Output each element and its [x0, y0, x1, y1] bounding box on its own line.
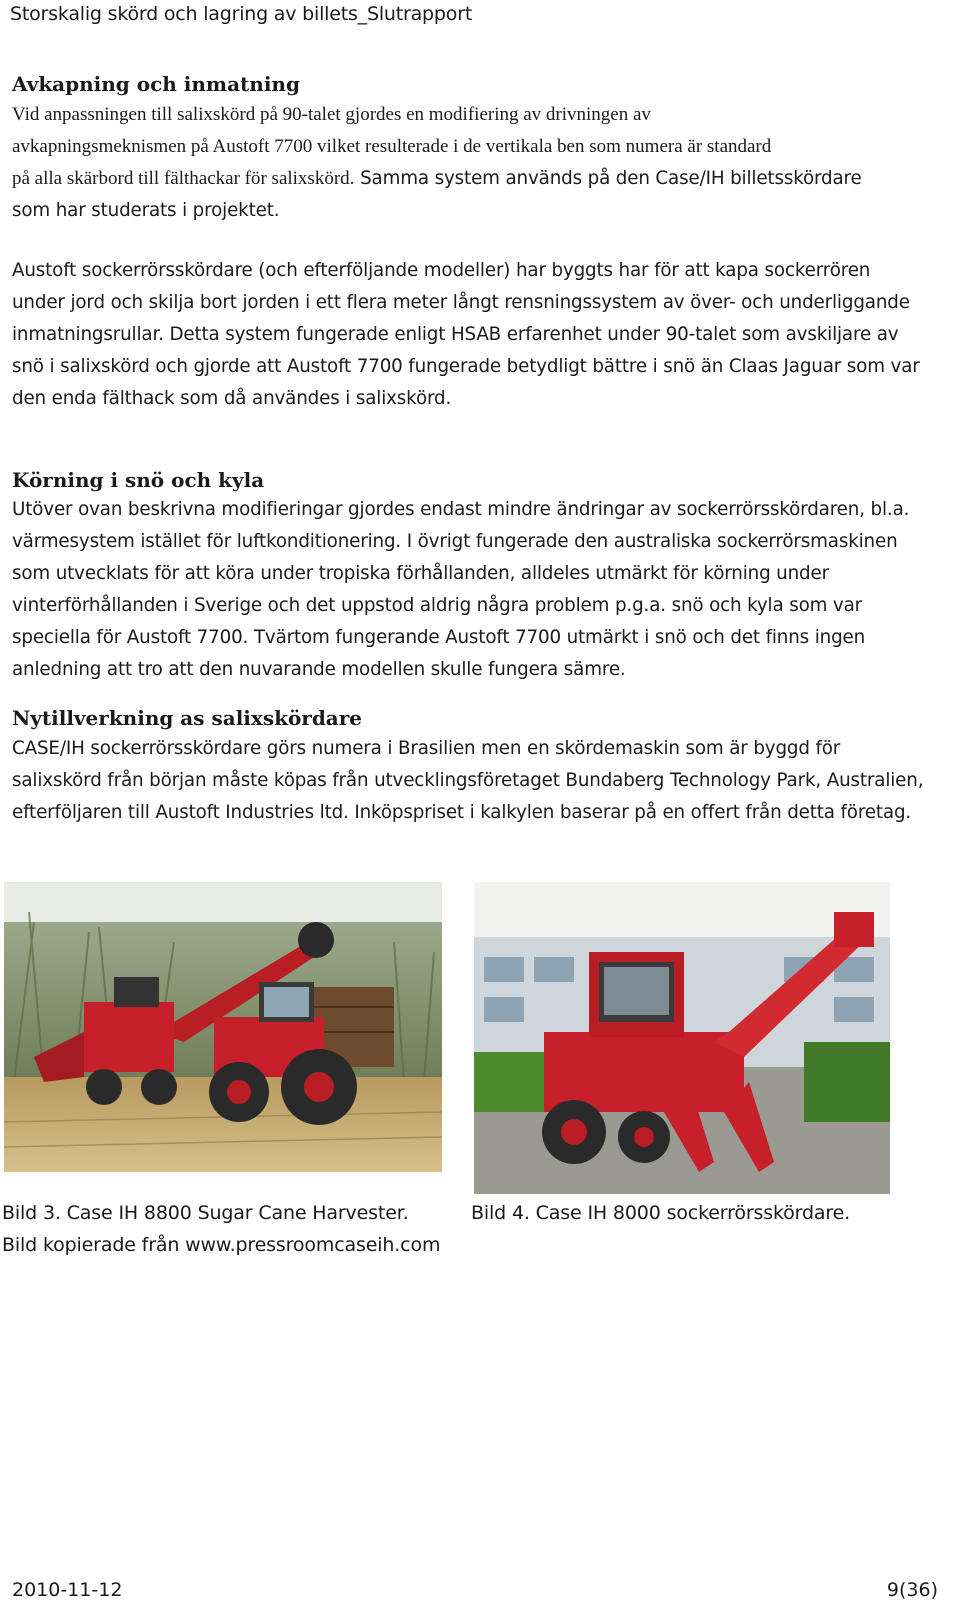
text-line: under jord och skilja bort jorden i ett flera meter långt rensningssystem av över- och underliggande: [12, 292, 910, 313]
paragraph-avkapning-2: [12, 255, 957, 415]
caption-line: Bild 3. Case IH 8800 Sugar Cane Harvester.: [2, 1202, 409, 1224]
footer-date: 2010-11-12: [12, 1579, 123, 1601]
text-line: [12, 163, 957, 195]
text-line: vinterförhållanden i Sverige och det uppstod aldrig några problem p.g.a. snö och kyla som var: [12, 595, 863, 616]
text-line: salixskörd från början måste köpas från utvecklingsföretaget Bundaberg Technology Park, Australien,: [12, 770, 924, 791]
section-heading-korning: Körning i snö och kyla: [12, 468, 265, 492]
photo-case-ih-8000: [474, 882, 890, 1194]
text-line: Austoft sockerrörsskördare (och efterföljande modeller) har byggts har för att kapa sockerrören: [12, 260, 871, 281]
paragraph-nytillverkning: [12, 733, 957, 829]
text-line: den enda fälthack som då användes i salixskörd.: [12, 388, 452, 409]
text-line: som har studerats i projektet.: [12, 200, 280, 221]
text-line: CASE/IH sockerrörsskördare görs numera i Brasilien men en skördemaskin som är byggd för: [12, 738, 841, 759]
paragraph-korning: [12, 494, 957, 686]
text-line: värmesystem istället för luftkonditionering. I övrigt fungerade den australiska sockerrörsmaskinen: [12, 531, 898, 552]
text-line: Vid anpassningen till salixskörd på 90-talet gjordes en modifiering av drivningen av: [12, 104, 651, 125]
text-fragment: på alla skärbord till fälthackar för salixskörd.: [12, 168, 355, 189]
text-line: Utöver ovan beskrivna modifieringar gjordes endast mindre ändringar av sockerrörsskördaren, bl.a.: [12, 499, 910, 520]
text-line: avkapningsmeknismen på Austoft 7700 vilket resulterade i de vertikala ben som numera är standard: [12, 136, 772, 157]
figure-3-caption: [2, 1197, 440, 1261]
text-line: anledning att tro att den nuvarande modellen skulle fungera sämre.: [12, 659, 626, 680]
caption-line: Bild 4. Case IH 8000 sockerrörsskördare.: [471, 1202, 851, 1224]
caption-line: Bild kopierade från www.pressroomcaseih.com: [2, 1234, 441, 1256]
section-heading-avkapning: Avkapning och inmatning: [12, 72, 300, 96]
figure-4-caption: [471, 1197, 850, 1229]
text-line: inmatningsrullar. Detta system fungerade enligt HSAB erfarenhet under 90-talet som avskiljare av: [12, 324, 899, 345]
paragraph-avkapning-1: [12, 99, 957, 227]
text-line: snö i salixskörd och gjorde att Austoft 7700 fungerade betydligt bättre i snö än Claas Jaguar som var: [12, 356, 920, 377]
text-line: efterföljaren till Austoft Industries ltd. Inköpspriset i kalkylen baserar på en offert från detta företag.: [12, 802, 912, 823]
section-heading-nytillverkning: Nytillverkning as salixskördare: [12, 706, 363, 730]
document-header: Storskalig skörd och lagring av billets_Slutrapport: [10, 3, 473, 25]
text-line: speciella för Austoft 7700. Tvärtom fungerande Austoft 7700 utmärkt i snö och det finns ingen: [12, 627, 866, 648]
photo-case-ih-8800: [4, 882, 442, 1172]
text-fragment: Samma system används på den Case/IH billetsskördare: [360, 168, 862, 189]
footer-page-number: 9(36): [886, 1579, 938, 1601]
text-line: som utvecklats för att köra under tropiska förhållanden, alldeles utmärkt för körning under: [12, 563, 829, 584]
